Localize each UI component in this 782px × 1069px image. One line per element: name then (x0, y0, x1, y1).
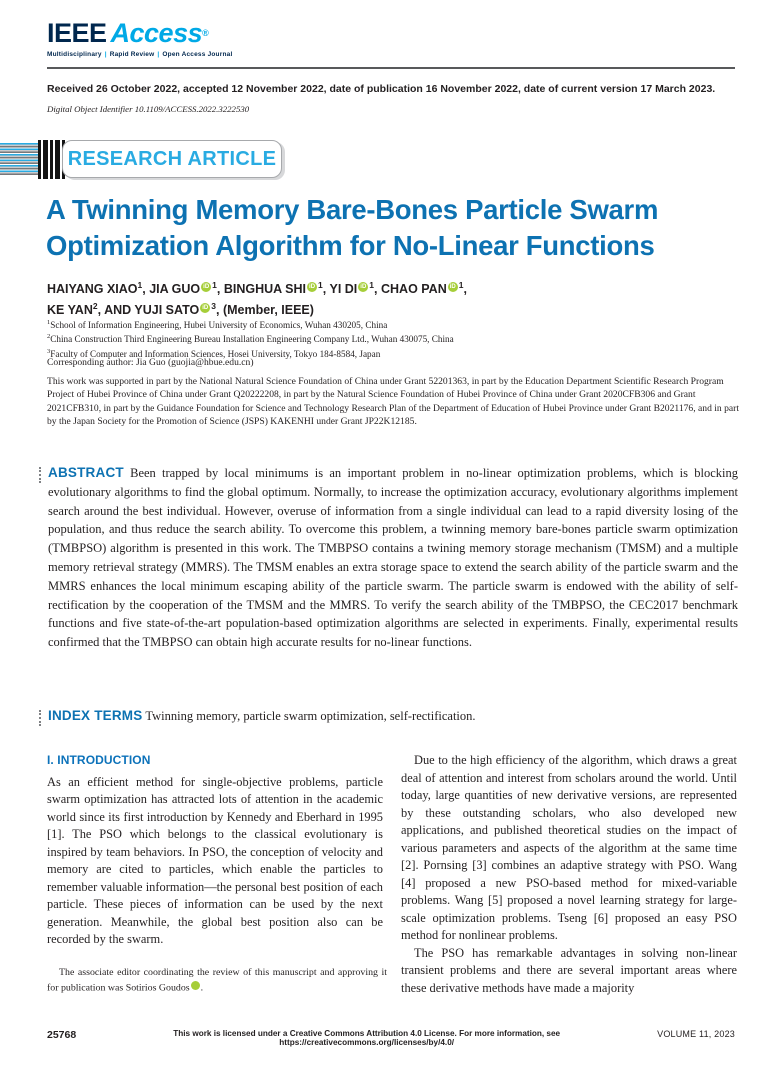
associate-editor-footnote: The associate editor coordinating the review of this manuscript and approving it for publication was Sotirios Goudos iD. (47, 967, 387, 993)
index-terms-text: Twinning memory, particle swarm optimization, self-rectification. (145, 709, 476, 723)
abstract-section (48, 464, 738, 652)
body-paragraph: Due to the high efficiency of the algorithm, which draws a great deal of attention and interest from scholars around the world. Until today, large quantities of new derivative versions, are represented by these outstanding scholars, who also developed new applications, and published theoretical studies on the impact of various parameters and aspects of the algorithm at the same time [2]. Pornsing [3] combines an adaptive strategy with PSO. Wang [4] proposed a new PSO-based method for mixed-variable problems. Wang [5] proposed a novel learning strategy for large-scale optimization problems. Tseng [6] proposed an easy PSO method for nonlinear problems. (401, 753, 737, 942)
author: CHAO PAN iD $^1$ (380, 280, 464, 297)
page-number: 25768 (47, 1029, 77, 1041)
author-list: HAIYANG XIAO$^1$, JIA GUO iD $^1$, BINGHUA SHI iD $^1$, YI DI iD $^1$, CHAO PAN iD $^1$, KE YAN$^2$, AND YUJI SATO iD $^3$, (Member, IEEE) (47, 280, 467, 318)
corresponding-author-line: Corresponding author: Jia Guo (guojia@hbue.edu.cn) (47, 357, 254, 368)
logo-access-text: Access® (110, 18, 209, 48)
registered-mark-icon: ® (202, 28, 209, 38)
right-column (401, 752, 737, 997)
funding-statement: This work was supported in part by the National Natural Science Foundation of China under Grant 52201363, in part by the Education Department Scientific Research Program Project of Hubei Province of China under Grant Q20222208, in part by the Natural Science Foundation of Hubei Province of China under Grant 2020CFB306 and Grant 2021CFB310, in part by the Guidance Foundation for Science and Technology Research Plan of the Department of Education of Hubei Province under Grant B2021176, and in part by the Japan Society for the Promotion of Science (JSPS) KAKENHI under Grant JP22K12185. (47, 376, 740, 428)
affiliation-line: $^3$Faculty of Computer and Information Sciences, Hosei University, Tokyo 184-8584, Japan (47, 347, 381, 359)
ieee-access-logo (47, 20, 232, 58)
research-article-badge (62, 140, 282, 178)
author: YUJI SATO iD $^3$ (134, 301, 216, 318)
affiliation-line: $^1$School of Information Engineering, Hubei University of Economics, Wuhan 430205, China (47, 319, 388, 331)
author: HAIYANG XIAO$^1$ (47, 280, 143, 297)
section-heading-introduction: I. INTRODUCTION (47, 753, 151, 767)
license-notice: This work is licensed under a Creative Commons Attribution 4.0 License. For more information, see https://creativecommons.org/licenses/by/4.0/ (173, 1029, 561, 1047)
decorative-stripes (0, 143, 38, 176)
header-divider (47, 67, 735, 69)
volume-label: VOLUME 11, 2023 (657, 1029, 735, 1039)
orcid-icon[interactable]: iD (309, 284, 316, 290)
author: BINGHUA SHI iD $^1$ (223, 280, 323, 297)
intro-paragraph: As an efficient method for single-objective problems, particle swarm optimization has attracted lots of attention in the academic world since its first introduction by Kennedy and Eberhard in 1995 [1]. The PSO which belongs to the classical evolutionary is inspired by team behaviors. In PSO, the conception of velocity and memory are cited to particles, which enable the particles to remember valuable information—the personal best position of each particle. These pieces of information can be used by the next generation. Meanwhile, the global best position also can be recorded by the swarm. (47, 774, 383, 946)
page-footer (47, 1029, 735, 1047)
author: JIA GUO iD $^1$ (149, 280, 217, 297)
logo-ieee-text: IEEE (47, 18, 107, 48)
author: YI DI iD $^1$ (329, 280, 375, 297)
affiliations (47, 317, 737, 360)
affiliation-line: $^2$China Construction Third Engineering Bureau Installation Engineering Company Ltd., Wuhan 430075, China (47, 333, 454, 345)
abstract-label: ABSTRACT (48, 465, 124, 480)
orcid-icon[interactable]: iD (203, 284, 210, 290)
received-dates-line: Received 26 October 2022, accepted 12 November 2022, date of publication 16 November 2022, date of current version 17 March 2023. (47, 83, 716, 95)
orcid-icon[interactable]: iD (449, 284, 456, 290)
left-column (47, 752, 383, 949)
body-paragraph: The PSO has remarkable advantages in solving non-linear transient problems and there are several important areas where these derivative methods have made a majority (401, 945, 737, 995)
doi-line: Digital Object Identifier 10.1109/ACCESS.2022.3222530 (47, 104, 250, 114)
paper-title: A Twinning Memory Bare-Bones Particle Swarm Optimization Algorithm for No-Linear Functions (46, 194, 659, 261)
tagline-separator: | (104, 51, 107, 58)
tagline-separator: | (157, 51, 160, 58)
journal-tagline: Multidisciplinary | Rapid Review | Open Access Journal (47, 51, 233, 58)
decorative-barcode (38, 140, 65, 179)
orcid-icon[interactable]: iD (202, 305, 209, 312)
membership-note: (Member, IEEE) (222, 303, 314, 318)
orcid-icon[interactable]: iD (360, 284, 367, 290)
abstract-text: Been trapped by local minimums is an important problem in no-linear optimization problems, which is blocking evolutionary algorithms to find the global optimum. Normally, to increase the optimization accuracy, evolutionary algorithms implement search around the best individual. However, overuse of information from a single individual can lead to a rapid diversity losing of the population, and thus reduce the search ability. To overcome this problem, a twinning memory bare-bones particle swarm optimization (TMBPSO) algorithm is presented in this work. The TMBPSO contains a twining memory storage mechanism (TMSM) and a multiple memory retrieval strategy (MMRS). The TMSM enables an extra storage space to extend the search ability of the particle swarm and the MMRS enhances the local minimum escaping ability of the particle swarm. The particle swarm is endowed with the ability of self-rectification by the cooperation of the TMSM and the MMRS. To verify the search ability of the TMBPSO, the CEC2017 benchmark functions and five state-of-the-art population-based optimization algorithms are selected in experiments. Finally, experimental results confirmed that the TMBPSO can obtain high accurate results for no-linear functions. (48, 466, 739, 650)
research-article-label: RESEARCH ARTICLE (67, 147, 277, 170)
index-terms-section (48, 707, 738, 726)
index-terms-label: INDEX TERMS (48, 708, 143, 723)
orcid-icon[interactable]: iD (191, 981, 200, 990)
author: KE YAN$^2$ (47, 301, 98, 318)
